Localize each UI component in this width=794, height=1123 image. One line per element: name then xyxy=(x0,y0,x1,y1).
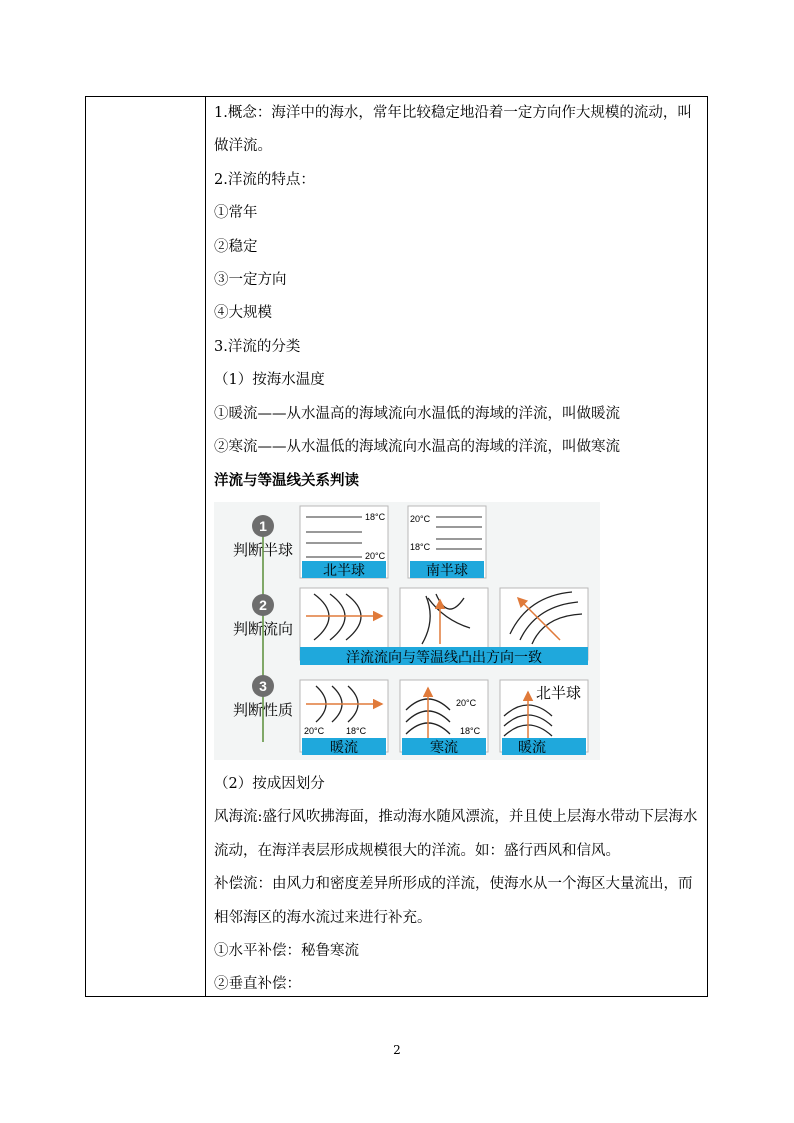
cold-temp-20: 20°C xyxy=(456,697,477,708)
table xyxy=(85,96,708,997)
north-warm-label: 暖流 xyxy=(518,739,546,756)
step1-label: 判断半球 xyxy=(232,540,294,559)
vertical-compensation: ②垂直补偿： xyxy=(214,976,301,993)
warm-current-label: 暖流 xyxy=(330,739,358,756)
step2-label: 判断流向 xyxy=(232,619,294,638)
south-temp-20: 20°C xyxy=(410,513,431,524)
compensation-current-paragraph: 补偿流：由风力和密度差异所形成的洋流，使海水从一个海区大量流出，而相邻海区的海水流过来进行补充。 xyxy=(214,876,693,926)
direction-note: 洋流流向与等温线凸出方向一致 xyxy=(346,649,542,666)
cold-temp-18: 18°C xyxy=(460,725,481,736)
feature-item: ④大规模 xyxy=(214,305,272,322)
features-heading: 2.洋流的特点： xyxy=(214,171,315,188)
classification-heading: 3.洋流的分类 xyxy=(214,338,301,355)
feature-item: ②稳定 xyxy=(214,238,258,255)
isotherm-figure xyxy=(214,502,600,760)
north-temp-18: 18°C xyxy=(365,511,386,522)
south-hemisphere-label: 南半球 xyxy=(426,562,468,579)
feature-item: ①常年 xyxy=(214,205,258,222)
concept-paragraph: 1.概念：海洋中的海水，常年比较稳定地沿着一定方向作大规模的流动，叫做洋流。 xyxy=(214,105,692,155)
warm-temp-20: 20°C xyxy=(304,725,325,736)
horizontal-compensation: ①水平补偿：秘鲁寒流 xyxy=(214,942,359,959)
step1-number: 1 xyxy=(259,517,267,534)
sub-heading: （2）按成因划分 xyxy=(214,775,325,792)
step3-label: 判断性质 xyxy=(232,700,294,719)
sub-heading: （1）按海水温度 xyxy=(214,372,325,389)
step2-number: 2 xyxy=(259,596,267,613)
table-content-cell xyxy=(214,97,701,1002)
step3-number: 3 xyxy=(259,677,267,694)
cold-current-definition: ②寒流——从水温低的海域流向水温高的海域的洋流，叫做寒流 xyxy=(214,439,620,456)
wind-current-paragraph: 风海流:盛行风吹拂海面，推动海水随风漂流，并且使上层海水带动下层海水流动，在海洋表层形成规模很大的洋流。如：盛行西风和信风。 xyxy=(214,809,698,859)
north-hemisphere-tag: 北半球 xyxy=(536,683,582,702)
page-number: 2 xyxy=(393,1043,401,1057)
south-temp-18: 18°C xyxy=(410,541,431,552)
feature-item: ③一定方向 xyxy=(214,272,287,289)
isotherm-diagram xyxy=(214,502,600,760)
table-column-divider xyxy=(205,97,206,996)
cold-current-label: 寒流 xyxy=(430,739,458,756)
north-hemisphere-label: 北半球 xyxy=(323,562,365,579)
warm-temp-18: 18°C xyxy=(346,725,367,736)
figure-heading: 洋流与等温线关系判读 xyxy=(214,472,359,490)
north-temp-20: 20°C xyxy=(365,550,386,561)
warm-current-definition: ①暖流——从水温高的海域流向水温低的海域的洋流，叫做暖流 xyxy=(214,405,620,422)
